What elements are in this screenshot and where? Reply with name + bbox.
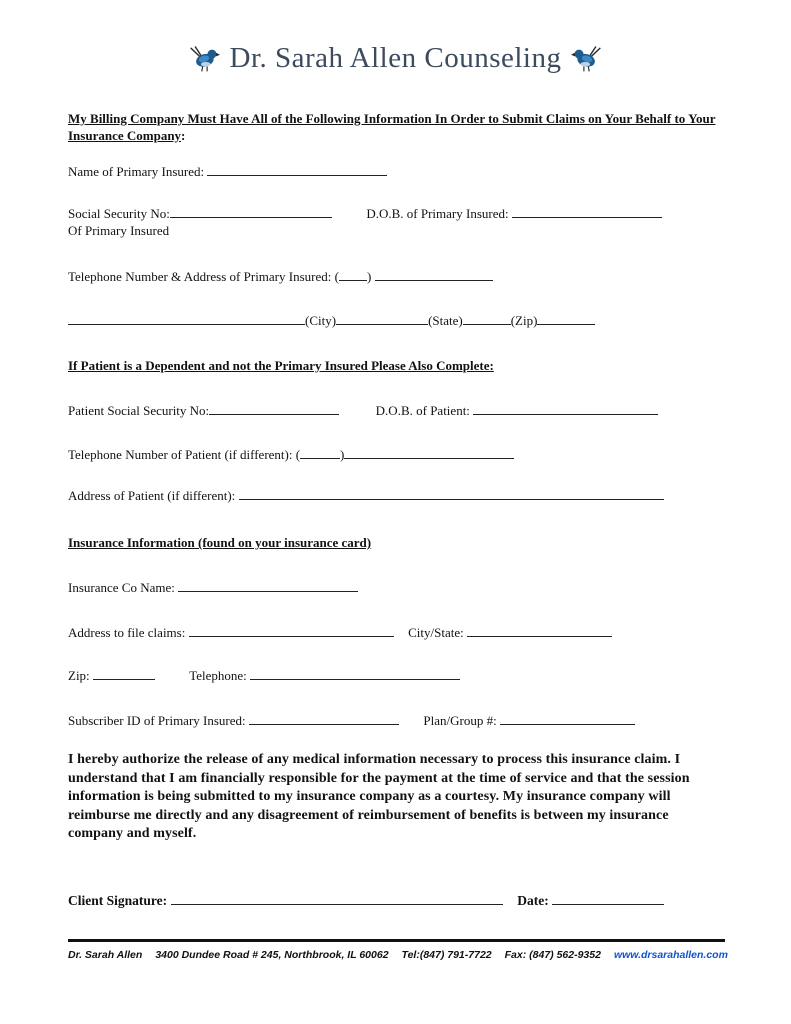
zip-label: (Zip) [510, 313, 538, 328]
primary-ssn-field[interactable] [170, 205, 332, 218]
primary-zip-field[interactable] [537, 312, 595, 325]
plan-group-field[interactable] [500, 712, 635, 725]
plan-group-label: Plan/Group #: [423, 713, 497, 728]
insurance-telephone-label: Telephone: [189, 668, 247, 683]
authorization-paragraph: I hereby authorize the release of any medical information necessary to process this insurance claim. I understand that I am financially responsible for the payment at the time of service and that the session information is being submitted to my insurance company as a courtesy. My insurance company will reimburse me directly and any disagreement of reimbursement of benefits is between my insurance company and myself. [68, 752, 690, 841]
insurance-zip-label: Zip: [68, 668, 90, 683]
footer-fax: Fax: (847) 562-9352 [504, 949, 601, 961]
billing-heading-line2: Insurance Company [68, 128, 182, 143]
patient-address-field[interactable] [239, 487, 664, 500]
insurance-co-label: Insurance Co Name: [68, 580, 175, 595]
insurance-co-field[interactable] [178, 579, 358, 592]
primary-name-label: Name of Primary Insured: [68, 164, 205, 179]
primary-street-field[interactable] [68, 312, 305, 325]
claims-city-state-label: City/State: [408, 625, 464, 640]
patient-dob-field[interactable] [473, 402, 658, 415]
client-signature-label: Client Signature: [68, 893, 168, 908]
primary-dob-field[interactable] [512, 205, 662, 218]
footer-divider [68, 939, 725, 942]
date-label: Date: [517, 893, 549, 908]
billing-heading-colon: : [181, 128, 186, 143]
primary-name-row [68, 163, 725, 180]
bluebird-icon [571, 45, 603, 72]
insurance-section-heading: Insurance Information (found on your insurance card) [68, 535, 372, 550]
insurance-telephone-field[interactable] [250, 667, 460, 680]
primary-ssn-label: Social Security No: [68, 206, 170, 221]
patient-ssn-field[interactable] [209, 402, 339, 415]
billing-section-heading [68, 110, 725, 144]
patient-address-label: Address of Patient (if different): [68, 488, 236, 503]
patient-phone-field[interactable] [344, 446, 514, 459]
primary-phone-area-field[interactable] [339, 268, 367, 281]
city-label: (City) [305, 313, 337, 328]
primary-phone-label: Telephone Number & Address of Primary Insured: ( [68, 269, 339, 284]
patient-phone-area-field[interactable] [300, 446, 340, 459]
paren-close: ) [340, 447, 345, 462]
dependent-section-heading: If Patient is a Dependent and not the Primary Insured Please Also Complete: [68, 358, 494, 373]
footer-website-link[interactable]: www.drsarahallen.com [613, 949, 728, 961]
client-signature-field[interactable] [171, 892, 503, 905]
subscriber-id-label: Subscriber ID of Primary Insured: [68, 713, 246, 728]
primary-dob-label: D.O.B. of Primary Insured: [366, 206, 509, 221]
primary-address-row [68, 312, 725, 329]
primary-phone-field[interactable] [375, 268, 493, 281]
page-title: Dr. Sarah Allen Counseling [229, 42, 562, 74]
paren-close: ) [366, 269, 372, 284]
insurance-zip-field[interactable] [93, 667, 155, 680]
claims-address-row [68, 624, 725, 641]
footer [68, 949, 751, 961]
date-field[interactable] [552, 892, 664, 905]
primary-ssn-dob-row [68, 205, 725, 239]
letterhead [0, 42, 791, 75]
primary-city-field[interactable] [336, 312, 428, 325]
insurance-co-row [68, 579, 725, 596]
primary-ssn-label-line2: Of Primary Insured [68, 223, 170, 238]
subscriber-row [68, 712, 725, 729]
state-label: (State) [428, 313, 463, 328]
claims-city-state-field[interactable] [467, 624, 612, 637]
claims-address-label: Address to file claims: [68, 625, 186, 640]
patient-phone-row [68, 446, 725, 463]
bluebird-icon [188, 45, 220, 72]
patient-ssn-label: Patient Social Security No: [68, 403, 210, 418]
primary-state-field[interactable] [463, 312, 511, 325]
footer-tel: Tel:(847) 791-7722 [401, 949, 492, 961]
footer-doctor-name: Dr. Sarah Allen [68, 949, 143, 961]
patient-ssn-dob-row [68, 402, 725, 419]
claims-address-field[interactable] [189, 624, 394, 637]
billing-heading-line1: My Billing Company Must Have All of the Following Information In Order to Submit Claims on Your Behalf to Your [68, 111, 716, 126]
signature-row [68, 892, 725, 909]
footer-address: 3400 Dundee Road # 245, Northbrook, IL 60062 [155, 949, 389, 961]
patient-address-row [68, 487, 725, 504]
subscriber-id-field[interactable] [249, 712, 399, 725]
insurance-zip-phone-row [68, 667, 725, 684]
primary-phone-row [68, 268, 725, 285]
patient-dob-label: D.O.B. of Patient: [375, 403, 470, 418]
primary-name-field[interactable] [207, 163, 387, 176]
patient-phone-label: Telephone Number of Patient (if different): ( [68, 447, 301, 462]
